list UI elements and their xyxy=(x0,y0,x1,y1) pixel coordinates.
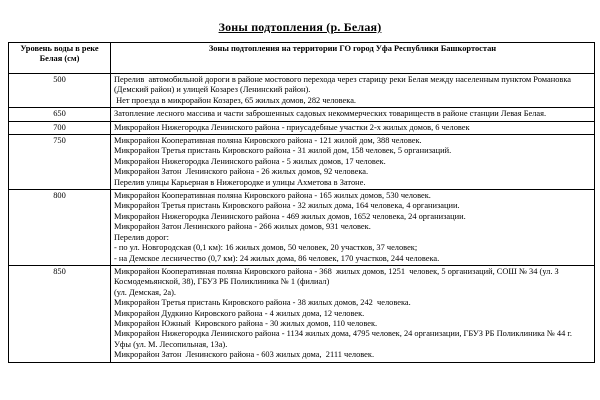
table-row xyxy=(9,121,595,134)
water-level-cell: 650 xyxy=(9,108,111,121)
zone-line: Перелив автомобильной дороги в районе мостового перехода через старицу реки Белая между населенным пунктом Романовка (Демский район) и улицей Козарез (Ленинский район). xyxy=(114,75,574,95)
zone-line: Микрорайон Третья пристань Кировского района - 38 жилых домов, 242 человека. xyxy=(114,298,411,308)
zone-line: Микрорайон Затон Ленинского района - 603 жилых дома, 2111 человек. xyxy=(114,350,375,360)
zone-line: Микрорайон Нижегородка Ленинского района - 469 жилых домов, 1652 человека, 24 организации. xyxy=(114,211,466,221)
water-level-cell: 800 xyxy=(9,190,111,266)
table-row xyxy=(9,190,595,266)
header-water-level: Уровень воды в реке Белая (см) xyxy=(9,43,111,74)
zone-line: Микрорайон Третья пристань Кировского района - 32 жилых дома, 164 человека, 4 организации. xyxy=(114,201,460,211)
zone-description-cell xyxy=(111,135,595,190)
zone-line: Микрорайон Нижегородка Ленинского района - 1134 жилых дома, 4795 человек, 24 организации, ГБУЗ РБ Поликлиника № 44 г. Уфы (ул. М. Лесопильная, 13а). xyxy=(114,329,575,349)
zone-line: Микрорайон Нижегородка Ленинского района - 5 жилых домов, 17 человек. xyxy=(114,156,386,166)
zone-line: Микрорайон Кооперативная поляна Кировского района - 368 жилых домов, 1251 человек, 5 организаций, СОШ № 34 (ул. З Космодемьянской, 38), ГБУЗ РБ Поликлиника № 1 (филиал) xyxy=(114,266,561,287)
zone-line: Микрорайон Южный Кировского района - 30 жилых домов, 110 человек. xyxy=(114,318,378,328)
water-level-cell: 500 xyxy=(9,74,111,108)
water-level-cell: 750 xyxy=(9,135,111,190)
table-row xyxy=(9,108,595,121)
zone-line: (ул. Демская, 2а). xyxy=(114,287,177,297)
zone-description-cell xyxy=(111,190,595,266)
table-row xyxy=(9,135,595,190)
zone-line: Затопление лесного массива и части заброшенных садовых некоммерческих товариществ в районе станции Левая Белая. xyxy=(114,109,547,119)
zone-line: Микрорайон Нижегородка Ленинского района - приусадебные участки 2-х жилых домов, 6 человек xyxy=(114,122,470,132)
zone-line: Микрорайон Третья пристань Кировского района - 31 жилой дом, 158 человек, 5 организаций. xyxy=(114,146,452,156)
zone-line: Нет проезда в микрорайон Козарез, 65 жилых домов, 282 человека. xyxy=(114,95,356,105)
zone-description-cell xyxy=(111,265,595,362)
water-level-cell: 850 xyxy=(9,265,111,362)
page-title: Зоны подтопления (р. Белая) xyxy=(218,20,382,34)
zone-description-cell xyxy=(111,74,595,108)
table-row xyxy=(9,74,595,108)
zone-line: Микрорайон Затон Ленинского района - 26 жилых домов, 92 человека. xyxy=(114,167,369,177)
header-flood-zones: Зоны подтопления на территории ГО город Уфа Республики Башкортостан xyxy=(111,43,595,74)
zone-line: Микрорайон Затон Ленинского района - 266 жилых домов, 931 человек. xyxy=(114,222,371,232)
zone-line: Перелив дорог: xyxy=(114,232,169,242)
zone-line: - по ул. Новгородская (0,1 км): 16 жилых домов, 50 человек, 20 участков, 37 человек; xyxy=(114,243,418,253)
zone-description-cell xyxy=(111,108,595,121)
zone-line: - на Демское лесничество (0,7 км): 24 жилых дома, 86 человек, 170 участков, 244 человека. xyxy=(114,253,440,263)
flood-zones-table xyxy=(8,42,595,363)
zone-line: Перелив улицы Карьерная в Нижегородке и улицы Ахметова в Затоне. xyxy=(114,177,366,187)
zone-line: Микрорайон Кооперативная поляна Кировского района - 121 жилой дом, 388 человек. xyxy=(114,136,422,146)
zone-line: Микрорайон Кооперативная поляна Кировского района - 165 жилых домов, 530 человек. xyxy=(114,191,431,201)
table-header-row xyxy=(9,43,595,74)
table-row xyxy=(9,265,595,362)
zone-description-cell xyxy=(111,121,595,134)
water-level-cell: 700 xyxy=(9,121,111,134)
zone-line: Микрорайон Дудкино Кировского района - 4 жилых дома, 12 человек. xyxy=(114,308,365,318)
table-body xyxy=(9,74,595,363)
